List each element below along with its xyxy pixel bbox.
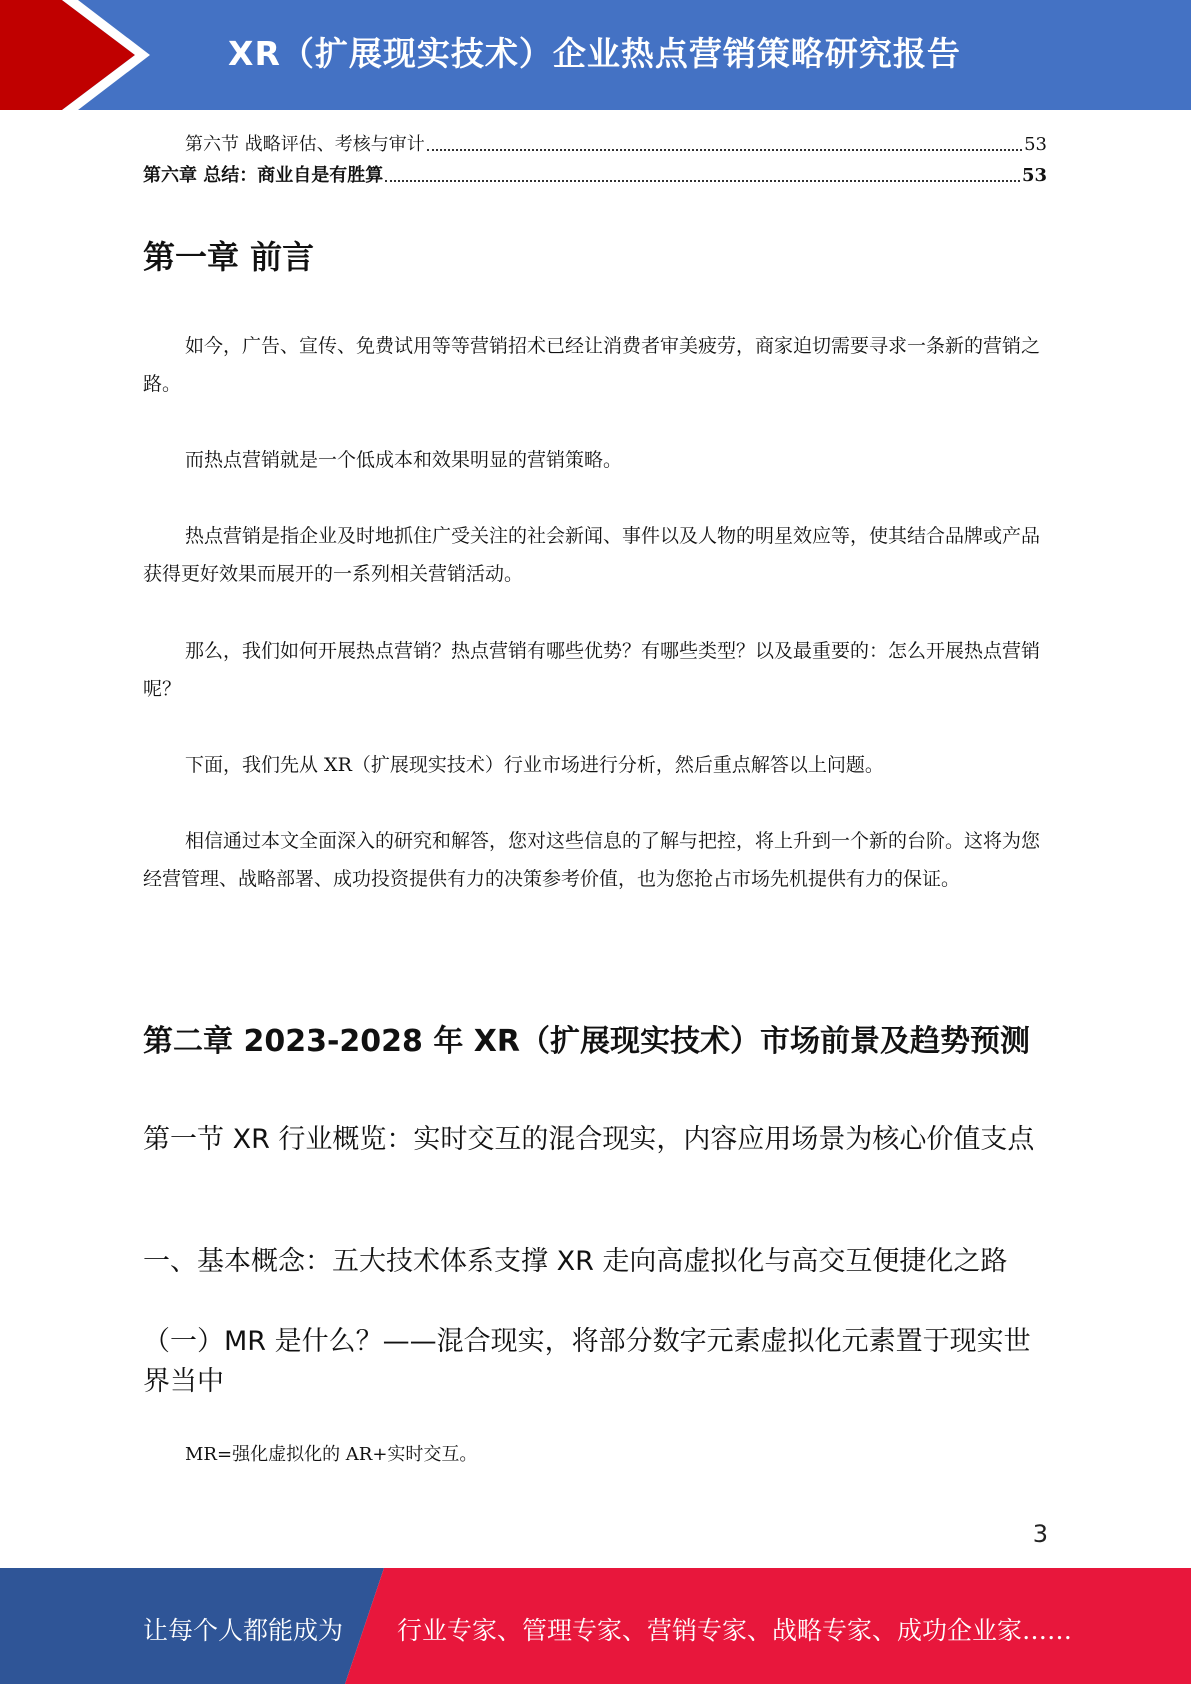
toc-leader-dots — [427, 148, 1022, 151]
toc-entry-page: 53 — [1021, 165, 1047, 186]
paragraph: MR=强化虚拟化的 AR+实时交互。 — [185, 1444, 478, 1465]
section-1-title: 第一节 XR 行业概览：实时交互的混合现实，内容应用场景为核心价值支点 — [143, 1124, 1035, 1155]
paragraph: 那么，我们如何开展热点营销？热点营销有哪些优势？有哪些类型？以及最重要的：怎么开展热点营销呢？ — [143, 640, 1041, 700]
paragraph: 如今，广告、宣传、免费试用等等营销招术已经让消费者审美疲劳，商家迫切需要寻求一条新的营销之路。 — [143, 335, 1041, 395]
paragraph: 相信通过本文全面深入的研究和解答，您对这些信息的了解与把控，将上升到一个新的台阶。这将为您经营管理、战略部署、成功投资提供有力的决策参考价值，也为您抢占市场先机提供有力的保证。 — [143, 830, 1041, 890]
toc-entry[interactable] — [143, 161, 1047, 187]
paragraph: 而热点营销就是一个低成本和效果明显的营销策略。 — [185, 449, 623, 471]
toc-entry[interactable] — [185, 130, 1047, 156]
footer-banner — [0, 1568, 1191, 1684]
heading-2: （一）MR 是什么？——混合现实，将部分数字元素虚拟化元素置于现实世界当中 — [143, 1326, 1031, 1397]
footer-slogan-left: 让每个人都能成为 — [143, 1616, 344, 1645]
chapter-1-title: 第一章 前言 — [143, 238, 315, 276]
header-title: XR（扩展现实技术）企业热点营销策略研究报告 — [228, 34, 961, 73]
toc-entry-label: 第六章 总结：商业自是有胜算 — [143, 165, 384, 186]
paragraph: 热点营销是指企业及时地抓住广受关注的社会新闻、事件以及人物的明星效应等，使其结合品牌或产品获得更好效果而展开的一系列相关营销活动。 — [143, 525, 1041, 585]
toc-entry-page: 53 — [1024, 134, 1047, 155]
paragraph: 下面，我们先从 XR（扩展现实技术）行业市场进行分析，然后重点解答以上问题。 — [185, 754, 884, 776]
footer-slogan-right: 行业专家、管理专家、营销专家、战略专家、成功企业家…… — [397, 1616, 1073, 1645]
toc-entry-label: 第六节 战略评估、考核与审计 — [185, 134, 425, 155]
header-banner — [0, 0, 1191, 110]
chapter-2-title: 第二章 2023-2028 年 XR（扩展现实技术）市场前景及趋势预测 — [143, 1024, 1031, 1059]
heading-1: 一、基本概念：五大技术体系支撑 XR 走向高虚拟化与高交互便捷化之路 — [143, 1246, 1008, 1277]
toc-leader-dots — [385, 179, 1020, 182]
page-number: 3 — [1032, 1520, 1048, 1548]
